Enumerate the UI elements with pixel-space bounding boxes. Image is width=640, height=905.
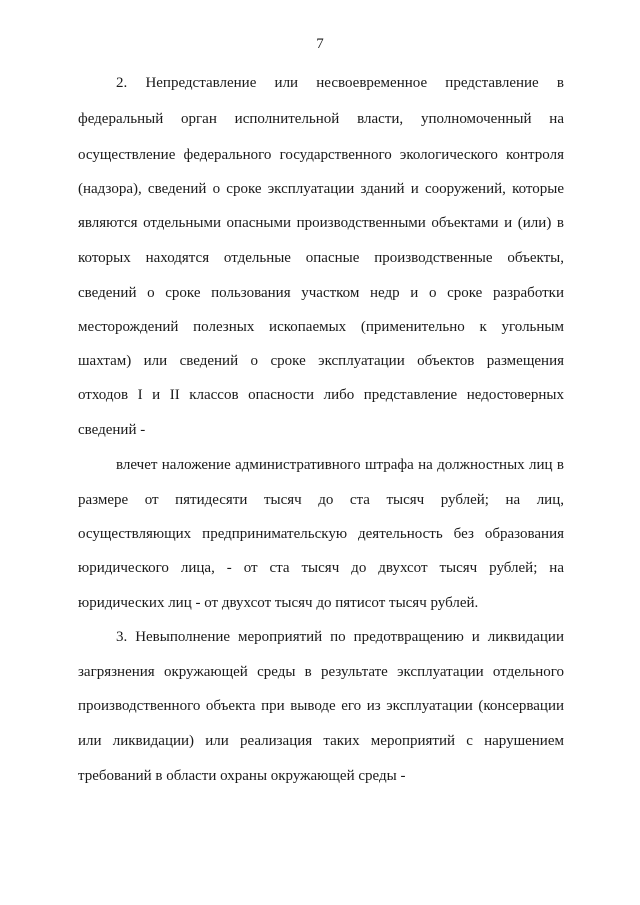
text-line: (надзора), сведений о сроке эксплуатации зданий и сооружений, которые — [78, 181, 564, 197]
text-line: осуществление федерального государственного экологического контроля — [78, 147, 564, 163]
text-line: загрязнения окружающей среды в результате эксплуатации отдельного — [78, 664, 564, 680]
text-line: шахтам) или сведений о сроке эксплуатации объектов размещения — [78, 353, 564, 369]
text-line: 2. Непредставление или несвоевременное представление в — [116, 75, 564, 91]
text-line: или ликвидации) или реализация таких мероприятий с нарушением — [78, 733, 564, 749]
text-line: размере от пятидесяти тысяч до ста тысяч рублей; на лиц, — [78, 492, 564, 508]
text-line: юридического лица, - от ста тысяч до двухсот тысяч рублей; на — [78, 560, 564, 576]
text-line: федеральный орган исполнительной власти, уполномоченный на — [78, 111, 564, 127]
text-line: отходов I и II классов опасности либо представление недостоверных — [78, 387, 564, 403]
text-line: 3. Невыполнение мероприятий по предотвращению и ликвидации — [116, 629, 564, 645]
text-line: требований в области охраны окружающей среды - — [78, 768, 406, 784]
text-line: юридических лиц - от двухсот тысяч до пятисот тысяч рублей. — [78, 595, 479, 611]
text-line: являются отдельными опасными производственными объектами и (или) в — [78, 215, 564, 231]
text-line: сведений - — [78, 422, 146, 438]
text-line: производственного объекта при выводе его из эксплуатации (консервации — [78, 698, 564, 714]
page-number: 7 — [316, 36, 324, 52]
text-line: сведений о сроке пользования участком недр и о сроке разработки — [78, 285, 564, 301]
text-line: которых находятся отдельные опасные производственные объекты, — [78, 250, 564, 266]
text-line: влечет наложение административного штрафа на должностных лиц в — [116, 457, 564, 473]
text-line: месторождений полезных ископаемых (применительно к угольным — [78, 319, 564, 335]
text-line: осуществляющих предпринимательскую деятельность без образования — [78, 526, 564, 542]
